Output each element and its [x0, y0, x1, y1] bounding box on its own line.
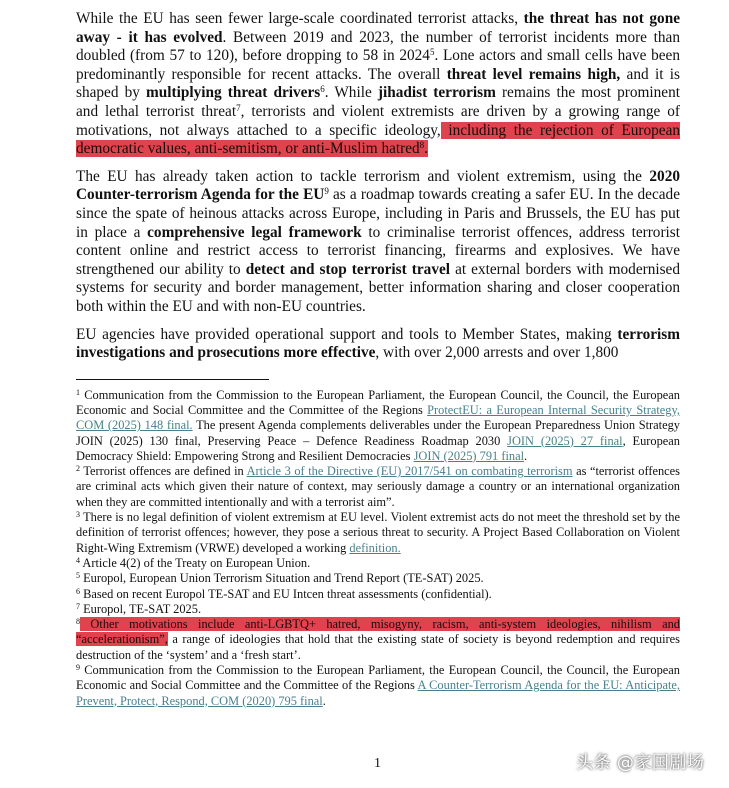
- text: There is no legal definition of violent extremism at EU level. Violent extremist acts do not meet the threshold set by the definition of terrorist offences; however, they pose a serious threat to security. A Project Based Collaboration on Violent Right-Wing Extremism (VRWE) developed a working: [76, 510, 680, 555]
- footnote-number: 6: [76, 586, 80, 596]
- page-number: 1: [374, 756, 381, 771]
- bold-text: multiplying threat drivers: [145, 84, 321, 102]
- footnote-number: 3: [76, 510, 80, 520]
- paragraph-threat-evolution: [76, 10, 680, 159]
- text: Europol, European Union Terrorism Situation and Trend Report (TE-SAT) 2025.: [80, 571, 484, 586]
- text: a range of ideologies that hold that the existing state of society is beyond redemption and requires destruction of the ‘system’ and a ‘fresh start’.: [76, 632, 680, 662]
- footnote-number: 1: [76, 387, 80, 397]
- footnote-number: 2: [76, 464, 80, 474]
- text: to criminalise terrorist offences, address terrorist content online and restrict access to terrorist financing, firearms and explosives. We have strengthened our ability to: [76, 223, 680, 278]
- footnote-number: 4: [76, 555, 80, 565]
- footnote-7: [76, 602, 680, 617]
- document-page: [76, 10, 680, 709]
- footnote-ref-6[interactable]: 6: [320, 84, 325, 95]
- footnote-number: 9: [76, 663, 80, 673]
- text: as “terrorist offences are criminal acts which given their nature of context, may seriously damage a country or an international organization when they are committed intentionally and with a terrorist aim”.: [76, 464, 680, 509]
- bold-text: 2020 Counter-terrorism Agenda for the EU: [76, 167, 680, 204]
- footnote-number: 5: [76, 571, 80, 581]
- text: .: [424, 140, 428, 158]
- footnote-1: [76, 388, 680, 464]
- footnote-4: [76, 556, 680, 571]
- bold-text: comprehensive legal framework: [147, 223, 362, 241]
- text: Article 4(2) of the Treaty on European Union.: [80, 555, 311, 570]
- text: While the EU has seen fewer large-scale coordinated terrorist attacks,: [76, 10, 524, 27]
- text: , European Democracy Shield: Empowering Strong and Resilient Democracies: [76, 433, 680, 463]
- highlighted-text: Other motivations include anti-LGBTQ+ hatred, misogyny, racism, anti-system ideologies, nihilism and “accelerationism”,: [76, 617, 680, 647]
- text: . Between 2019 and 2023, the number of terrorist incidents more than doubled (from 57 to 120), before dropping to 58 in 2024: [76, 28, 680, 65]
- text: EU agencies have provided operational support and tools to Member States, making: [76, 325, 618, 343]
- footnote-6: [76, 587, 680, 602]
- bold-text: jihadist terrorism: [377, 84, 496, 102]
- text: Communication from the Commission to the European Parliament, the European Council, the Council, the European Economic and Social Committee and the Committee of the Regions: [76, 387, 680, 417]
- footnote-ref-9[interactable]: 9: [324, 186, 329, 197]
- text: Terrorist offences are defined in: [80, 464, 247, 479]
- text: including the rejection of European democratic values, anti-semitism, or anti-Muslim hatred: [76, 121, 681, 158]
- footnote-8: [76, 617, 680, 663]
- text: at external borders with modernised systems for security and border management, better information sharing and closer cooperation both within the EU and with non-EU countries.: [76, 260, 680, 315]
- text: .: [322, 693, 326, 708]
- footnote-separator: [76, 379, 269, 380]
- footnote-3: [76, 510, 680, 556]
- watermark: 头条 @家国剧场: [576, 753, 705, 773]
- text: The EU has already taken action to tackle terrorism and violent extremism, using the: [76, 167, 650, 185]
- footnote-number: 8: [76, 617, 80, 627]
- footnote-9: [76, 663, 680, 709]
- footnote-ref-7[interactable]: 7: [236, 102, 241, 113]
- text: Communication from the Commission to the European Parliament, the European Council, the Council, the European Economic and Social Committee and the Committee of the Regions: [76, 663, 680, 693]
- footnote-number: 7: [76, 601, 80, 611]
- text: . Lone actors and small cells have been predominantly responsible for recent attacks. The overall: [76, 47, 680, 83]
- bold-text: the threat has not gone away - it has evolved: [76, 10, 680, 46]
- text: Based on recent Europol TE-SAT and EU Intcen threat assessments (confidential).: [80, 586, 492, 601]
- footnote-ref-8[interactable]: 8: [419, 140, 425, 151]
- link-join-2025-791[interactable]: JOIN (2025) 791 final: [413, 448, 525, 463]
- link-definition[interactable]: definition.: [349, 540, 401, 555]
- bold-text: threat level remains high,: [446, 65, 621, 83]
- footnote-ref-5[interactable]: 5: [429, 47, 435, 58]
- text: and it is shaped by: [76, 65, 680, 102]
- paragraph-eu-action: [76, 168, 680, 317]
- text: as a roadmap towards creating a safer EU. In the decade since the spate of heinous attacks across Europe, including in Paris and Brussels, the EU has put in place a: [76, 186, 680, 241]
- text: remains the most prominent and lethal terrorist threat: [76, 84, 680, 120]
- text: , with over 2,000 arrests and over 1,800: [375, 344, 619, 362]
- text: The present Agenda complements deliverables under the European Preparedness Union Strategy JOIN (2025) 130 final, Preserving Peace – Defence Readiness Roadmap 2030: [76, 418, 680, 448]
- bold-text: detect and stop terrorist travel: [245, 260, 451, 278]
- link-protecteu[interactable]: ProtectEU: a European Internal Security Strategy, COM (2025) 148 final.: [76, 402, 680, 433]
- text: , terrorists and violent extremists are driven by a growing range of motivations, not always attached to a specific ideology,: [76, 102, 681, 139]
- text: .: [524, 448, 528, 463]
- link-directive-2017-541[interactable]: Article 3 of the Directive (EU) 2017/541 on combating terrorism: [246, 464, 573, 479]
- link-join-2025-27[interactable]: JOIN (2025) 27 final: [507, 433, 623, 448]
- text: . While: [324, 84, 378, 102]
- link-counter-terrorism-agenda[interactable]: A Counter-Terrorism Agenda for the EU: Anticipate, Prevent, Protect, Respond, COM (2020) 795 final: [76, 678, 680, 708]
- paragraph-eu-agencies: [76, 326, 680, 363]
- text: Europol, TE-SAT 2025.: [80, 601, 202, 616]
- bold-text: terrorism investigations and prosecutions more effective: [76, 325, 680, 362]
- footnote-2: [76, 464, 680, 510]
- footnote-5: [76, 571, 680, 586]
